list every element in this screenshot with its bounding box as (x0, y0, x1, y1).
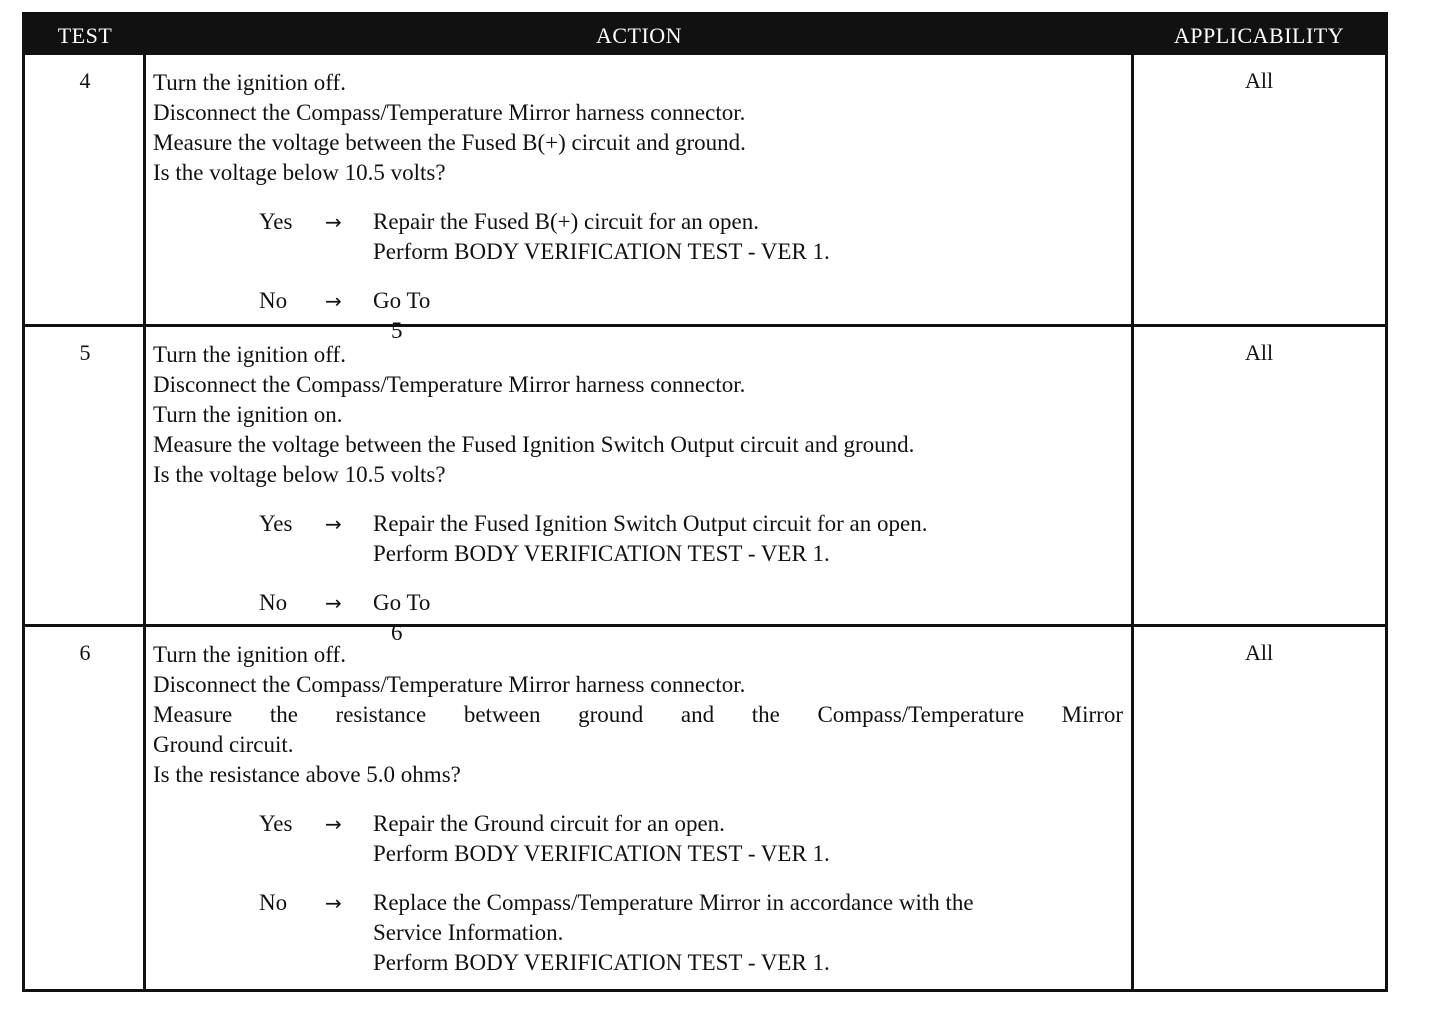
arrow-right-icon: → (325, 891, 342, 915)
header-test: TEST (57, 23, 113, 48)
test-number: 5 (79, 340, 91, 365)
action-step: Measure the voltage between the Fused B(+) circuit and ground. (153, 130, 746, 155)
header-applicability: APPLICABILITY (1173, 23, 1345, 48)
applicability-value: All (1244, 340, 1274, 365)
action-cell (153, 327, 1123, 648)
table-row (25, 55, 1385, 343)
yes-result (153, 809, 1123, 869)
arrow-right-icon: → (325, 210, 342, 234)
result-line: Repair the Fused Ignition Switch Output circuit for an open. (373, 511, 928, 536)
diagnostic-test-table (22, 12, 1388, 992)
action-step: Disconnect the Compass/Temperature Mirror harness connector. (153, 372, 746, 397)
arrow-right-icon: → (325, 812, 342, 836)
result-line: Service Information. (373, 920, 564, 945)
arrow-right-icon: → (325, 289, 342, 313)
result-line: Repair the Fused B(+) circuit for an open. (373, 209, 759, 234)
result-line: Perform BODY VERIFICATION TEST - VER 1. (373, 239, 830, 264)
goto-target: 5 (391, 318, 403, 343)
yes-label: Yes (259, 811, 293, 836)
table-row (25, 627, 1385, 989)
result-line: Repair the Ground circuit for an open. (373, 811, 725, 836)
action-step: Disconnect the Compass/Temperature Mirror harness connector. (153, 672, 746, 697)
action-step: Is the resistance above 5.0 ohms? (153, 762, 461, 787)
arrow-right-icon: → (325, 512, 342, 536)
action-step: Turn the ignition off. (153, 642, 346, 667)
goto-target: 6 (391, 620, 403, 645)
action-step: Is the voltage below 10.5 volts? (153, 160, 446, 185)
applicability-value: All (1244, 640, 1274, 665)
action-step: Turn the ignition off. (153, 70, 346, 95)
action-step: Measure the resistance between ground and the Compass/Temperature Mirror (153, 702, 1123, 727)
result-line: Perform BODY VERIFICATION TEST - VER 1. (373, 950, 830, 975)
arrow-right-icon: → (325, 591, 342, 615)
result-line: Perform BODY VERIFICATION TEST - VER 1. (373, 541, 830, 566)
test-number: 6 (79, 640, 91, 665)
action-cell (153, 55, 1123, 346)
table-header (25, 15, 1385, 55)
action-cell (153, 627, 1123, 978)
yes-result (153, 207, 1123, 267)
no-label: No (259, 288, 288, 313)
yes-label: Yes (259, 209, 293, 234)
action-step: Disconnect the Compass/Temperature Mirror harness connector. (153, 100, 746, 125)
result-line: Replace the Compass/Temperature Mirror in accordance with the (373, 890, 974, 915)
result-line: Perform BODY VERIFICATION TEST - VER 1. (373, 841, 830, 866)
action-step: Measure the voltage between the Fused Ignition Switch Output circuit and ground. (153, 432, 915, 457)
action-step: Turn the ignition off. (153, 342, 346, 367)
table-row (25, 327, 1385, 645)
yes-result (153, 509, 1123, 569)
no-label: No (259, 890, 288, 915)
goto-text: Go To (373, 288, 431, 313)
no-label: No (259, 590, 288, 615)
yes-label: Yes (259, 511, 293, 536)
applicability-value: All (1244, 68, 1274, 93)
test-number: 4 (79, 68, 91, 93)
action-step: Turn the ignition on. (153, 402, 343, 427)
header-action: ACTION (595, 23, 683, 48)
no-result (153, 888, 1123, 978)
action-step: Ground circuit. (153, 732, 294, 757)
action-step: Is the voltage below 10.5 volts? (153, 462, 446, 487)
goto-text: Go To (373, 590, 431, 615)
